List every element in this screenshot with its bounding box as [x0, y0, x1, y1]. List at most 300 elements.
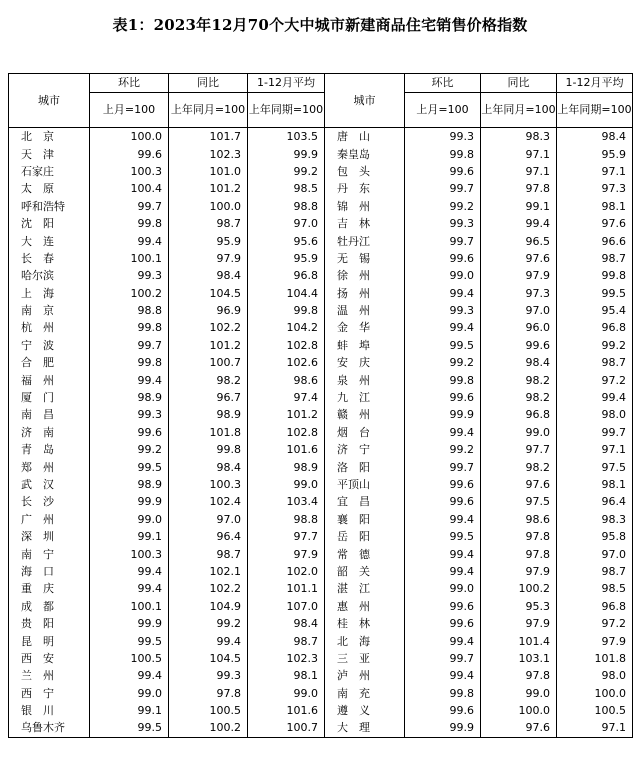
- mom-value-cell: 99.6: [405, 163, 481, 180]
- header-yoy-left: 同比: [169, 74, 248, 93]
- yoy-value-cell: 100.2: [481, 580, 557, 597]
- yoy-value-cell: 100.5: [169, 702, 248, 719]
- table-row: [9, 580, 633, 597]
- city-name-cell: 广 州: [9, 511, 90, 528]
- yoy-value-cell: 97.8: [481, 545, 557, 562]
- avg-value-cell: 99.8: [248, 302, 325, 319]
- city-name-cell: 泉 州: [325, 371, 405, 388]
- table-row: [9, 198, 633, 215]
- table-row: [9, 632, 633, 649]
- yoy-value-cell: 98.7: [169, 545, 248, 562]
- yoy-value-cell: 102.2: [169, 580, 248, 597]
- city-name-cell: 丹 东: [325, 180, 405, 197]
- yoy-value-cell: 99.4: [169, 632, 248, 649]
- header-mom-base-right: 上月=100: [405, 93, 481, 128]
- header-mom-right: 环比: [405, 74, 481, 93]
- mom-value-cell: 99.5: [90, 632, 169, 649]
- mom-value-cell: 99.3: [405, 215, 481, 232]
- mom-value-cell: 99.5: [405, 337, 481, 354]
- yoy-value-cell: 104.9: [169, 598, 248, 615]
- avg-value-cell: 101.8: [557, 650, 633, 667]
- table-row: [9, 180, 633, 197]
- avg-value-cell: 97.1: [557, 719, 633, 737]
- avg-value-cell: 98.8: [248, 198, 325, 215]
- city-name-cell: 郑 州: [9, 458, 90, 475]
- avg-value-cell: 104.2: [248, 319, 325, 336]
- city-name-cell: 扬 州: [325, 285, 405, 302]
- mom-value-cell: 99.8: [90, 215, 169, 232]
- avg-value-cell: 98.9: [248, 458, 325, 475]
- yoy-value-cell: 98.6: [481, 511, 557, 528]
- mom-value-cell: 99.7: [90, 198, 169, 215]
- yoy-value-cell: 96.5: [481, 232, 557, 249]
- city-name-cell: 济 南: [9, 424, 90, 441]
- mom-value-cell: 99.4: [405, 632, 481, 649]
- mom-value-cell: 99.5: [405, 528, 481, 545]
- table-row: [9, 250, 633, 267]
- avg-value-cell: 103.5: [248, 128, 325, 146]
- table-row: [9, 615, 633, 632]
- yoy-value-cell: 96.7: [169, 389, 248, 406]
- table-row: [9, 650, 633, 667]
- mom-value-cell: 99.4: [405, 667, 481, 684]
- city-name-cell: 天 津: [9, 145, 90, 162]
- yoy-value-cell: 101.2: [169, 180, 248, 197]
- header-avg-base-left: 上年同期=100: [248, 93, 325, 128]
- yoy-value-cell: 99.0: [481, 685, 557, 702]
- table-row: [9, 458, 633, 475]
- mom-value-cell: 99.8: [405, 145, 481, 162]
- mom-value-cell: 100.4: [90, 180, 169, 197]
- table-row: [9, 511, 633, 528]
- city-name-cell: 杭 州: [9, 319, 90, 336]
- city-name-cell: 岳 阳: [325, 528, 405, 545]
- yoy-value-cell: 98.3: [481, 128, 557, 146]
- yoy-value-cell: 96.0: [481, 319, 557, 336]
- mom-value-cell: 99.4: [90, 667, 169, 684]
- avg-value-cell: 97.2: [557, 615, 633, 632]
- city-name-cell: 乌鲁木齐: [9, 719, 90, 737]
- yoy-value-cell: 96.9: [169, 302, 248, 319]
- avg-value-cell: 98.7: [557, 250, 633, 267]
- avg-value-cell: 100.5: [557, 702, 633, 719]
- avg-value-cell: 96.8: [557, 598, 633, 615]
- avg-value-cell: 98.4: [248, 615, 325, 632]
- mom-value-cell: 99.9: [405, 719, 481, 737]
- avg-value-cell: 102.0: [248, 563, 325, 580]
- table-row: [9, 285, 633, 302]
- yoy-value-cell: 98.7: [169, 215, 248, 232]
- mom-value-cell: 99.1: [90, 702, 169, 719]
- table-row: [9, 302, 633, 319]
- table-row: [9, 702, 633, 719]
- table-row: [9, 545, 633, 562]
- city-name-cell: 南 昌: [9, 406, 90, 423]
- city-name-cell: 吉 林: [325, 215, 405, 232]
- city-name-cell: 贵 阳: [9, 615, 90, 632]
- mom-value-cell: 99.2: [405, 441, 481, 458]
- avg-value-cell: 107.0: [248, 598, 325, 615]
- avg-value-cell: 97.4: [248, 389, 325, 406]
- mom-value-cell: 99.4: [405, 545, 481, 562]
- yoy-value-cell: 97.6: [481, 250, 557, 267]
- avg-value-cell: 98.6: [248, 371, 325, 388]
- mom-value-cell: 99.2: [405, 198, 481, 215]
- yoy-value-cell: 97.0: [169, 511, 248, 528]
- yoy-value-cell: 97.9: [481, 267, 557, 284]
- yoy-value-cell: 98.2: [169, 371, 248, 388]
- avg-value-cell: 98.7: [248, 632, 325, 649]
- table-row: [9, 598, 633, 615]
- mom-value-cell: 99.8: [405, 685, 481, 702]
- city-name-cell: 厦 门: [9, 389, 90, 406]
- avg-value-cell: 98.1: [557, 198, 633, 215]
- city-name-cell: 济 宁: [325, 441, 405, 458]
- yoy-value-cell: 101.7: [169, 128, 248, 146]
- mom-value-cell: 99.4: [405, 424, 481, 441]
- yoy-value-cell: 97.9: [481, 563, 557, 580]
- mom-value-cell: 99.2: [90, 441, 169, 458]
- avg-value-cell: 99.8: [557, 267, 633, 284]
- yoy-value-cell: 98.4: [169, 267, 248, 284]
- city-name-cell: 西 宁: [9, 685, 90, 702]
- city-name-cell: 牡丹江: [325, 232, 405, 249]
- yoy-value-cell: 100.3: [169, 476, 248, 493]
- city-name-cell: 赣 州: [325, 406, 405, 423]
- yoy-value-cell: 102.1: [169, 563, 248, 580]
- yoy-value-cell: 97.1: [481, 145, 557, 162]
- yoy-value-cell: 97.3: [481, 285, 557, 302]
- city-name-cell: 上 海: [9, 285, 90, 302]
- header-city-left: 城市: [9, 74, 90, 128]
- avg-value-cell: 98.8: [248, 511, 325, 528]
- mom-value-cell: 99.6: [405, 493, 481, 510]
- city-name-cell: 海 口: [9, 563, 90, 580]
- table-row: [9, 389, 633, 406]
- city-name-cell: 徐 州: [325, 267, 405, 284]
- yoy-value-cell: 103.1: [481, 650, 557, 667]
- avg-value-cell: 95.4: [557, 302, 633, 319]
- city-name-cell: 西 安: [9, 650, 90, 667]
- mom-value-cell: 98.8: [90, 302, 169, 319]
- city-name-cell: 太 原: [9, 180, 90, 197]
- mom-value-cell: 99.7: [405, 232, 481, 249]
- avg-value-cell: 97.1: [557, 441, 633, 458]
- mom-value-cell: 99.3: [405, 302, 481, 319]
- avg-value-cell: 97.9: [248, 545, 325, 562]
- header-mom-left: 环比: [90, 74, 169, 93]
- city-name-cell: 长 沙: [9, 493, 90, 510]
- table-row: [9, 128, 633, 146]
- table-header: [9, 74, 633, 128]
- yoy-value-cell: 102.3: [169, 145, 248, 162]
- city-name-cell: 银 川: [9, 702, 90, 719]
- city-name-cell: 呼和浩特: [9, 198, 90, 215]
- avg-value-cell: 97.1: [557, 163, 633, 180]
- mom-value-cell: 98.9: [90, 476, 169, 493]
- yoy-value-cell: 97.8: [481, 667, 557, 684]
- city-name-cell: 青 岛: [9, 441, 90, 458]
- mom-value-cell: 99.8: [90, 354, 169, 371]
- yoy-value-cell: 104.5: [169, 650, 248, 667]
- city-name-cell: 成 都: [9, 598, 90, 615]
- avg-value-cell: 98.5: [248, 180, 325, 197]
- yoy-value-cell: 101.2: [169, 337, 248, 354]
- avg-value-cell: 102.6: [248, 354, 325, 371]
- avg-value-cell: 98.0: [557, 667, 633, 684]
- table-row: [9, 685, 633, 702]
- avg-value-cell: 98.3: [557, 511, 633, 528]
- city-name-cell: 北 海: [325, 632, 405, 649]
- yoy-value-cell: 97.9: [169, 250, 248, 267]
- avg-value-cell: 102.3: [248, 650, 325, 667]
- avg-value-cell: 97.2: [557, 371, 633, 388]
- table-row: [9, 354, 633, 371]
- avg-value-cell: 99.2: [557, 337, 633, 354]
- avg-value-cell: 97.0: [248, 215, 325, 232]
- yoy-value-cell: 99.1: [481, 198, 557, 215]
- header-yoy-base-left: 上年同月=100: [169, 93, 248, 128]
- mom-value-cell: 99.7: [405, 180, 481, 197]
- avg-value-cell: 98.5: [557, 580, 633, 597]
- avg-value-cell: 102.8: [248, 337, 325, 354]
- avg-value-cell: 97.0: [557, 545, 633, 562]
- city-name-cell: 泸 州: [325, 667, 405, 684]
- city-name-cell: 大 连: [9, 232, 90, 249]
- table-row: [9, 563, 633, 580]
- city-name-cell: 常 德: [325, 545, 405, 562]
- city-name-cell: 平顶山: [325, 476, 405, 493]
- city-name-cell: 襄 阳: [325, 511, 405, 528]
- yoy-value-cell: 100.7: [169, 354, 248, 371]
- avg-value-cell: 99.0: [248, 476, 325, 493]
- city-name-cell: 宁 波: [9, 337, 90, 354]
- city-name-cell: 南 京: [9, 302, 90, 319]
- mom-value-cell: 99.4: [405, 319, 481, 336]
- mom-value-cell: 99.6: [405, 476, 481, 493]
- city-name-cell: 福 州: [9, 371, 90, 388]
- mom-value-cell: 99.6: [90, 145, 169, 162]
- avg-value-cell: 95.9: [248, 250, 325, 267]
- table-row: [9, 719, 633, 737]
- yoy-value-cell: 97.8: [481, 528, 557, 545]
- table-row: [9, 337, 633, 354]
- header-avg-left: 1-12月平均: [248, 74, 325, 93]
- avg-value-cell: 95.6: [248, 232, 325, 249]
- yoy-value-cell: 97.5: [481, 493, 557, 510]
- yoy-value-cell: 97.1: [481, 163, 557, 180]
- avg-value-cell: 99.4: [557, 389, 633, 406]
- mom-value-cell: 99.7: [405, 650, 481, 667]
- mom-value-cell: 99.8: [405, 371, 481, 388]
- avg-value-cell: 101.2: [248, 406, 325, 423]
- mom-value-cell: 99.0: [90, 685, 169, 702]
- avg-value-cell: 100.7: [248, 719, 325, 737]
- city-name-cell: 九 江: [325, 389, 405, 406]
- city-name-cell: 合 肥: [9, 354, 90, 371]
- yoy-value-cell: 99.2: [169, 615, 248, 632]
- city-name-cell: 无 锡: [325, 250, 405, 267]
- avg-value-cell: 97.5: [557, 458, 633, 475]
- mom-value-cell: 99.4: [90, 232, 169, 249]
- city-name-cell: 长 春: [9, 250, 90, 267]
- avg-value-cell: 97.7: [248, 528, 325, 545]
- yoy-value-cell: 100.0: [169, 198, 248, 215]
- mom-value-cell: 99.9: [405, 406, 481, 423]
- header-avg-right: 1-12月平均: [557, 74, 633, 93]
- header-yoy-right: 同比: [481, 74, 557, 93]
- yoy-value-cell: 97.8: [169, 685, 248, 702]
- mom-value-cell: 100.3: [90, 163, 169, 180]
- mom-value-cell: 99.0: [405, 580, 481, 597]
- city-name-cell: 蚌 埠: [325, 337, 405, 354]
- yoy-value-cell: 98.9: [169, 406, 248, 423]
- avg-value-cell: 103.4: [248, 493, 325, 510]
- city-name-cell: 深 圳: [9, 528, 90, 545]
- table-row: [9, 406, 633, 423]
- mom-value-cell: 100.1: [90, 250, 169, 267]
- city-name-cell: 石家庄: [9, 163, 90, 180]
- city-name-cell: 三 亚: [325, 650, 405, 667]
- mom-value-cell: 99.9: [90, 615, 169, 632]
- city-name-cell: 大 理: [325, 719, 405, 737]
- city-name-cell: 哈尔滨: [9, 267, 90, 284]
- city-name-cell: 湛 江: [325, 580, 405, 597]
- yoy-value-cell: 97.6: [481, 719, 557, 737]
- table-row: [9, 145, 633, 162]
- yoy-value-cell: 101.8: [169, 424, 248, 441]
- city-name-cell: 锦 州: [325, 198, 405, 215]
- yoy-value-cell: 95.3: [481, 598, 557, 615]
- yoy-value-cell: 95.9: [169, 232, 248, 249]
- avg-value-cell: 97.6: [557, 215, 633, 232]
- mom-value-cell: 99.1: [90, 528, 169, 545]
- avg-value-cell: 96.4: [557, 493, 633, 510]
- yoy-value-cell: 96.4: [169, 528, 248, 545]
- yoy-value-cell: 98.4: [169, 458, 248, 475]
- yoy-value-cell: 97.8: [481, 180, 557, 197]
- yoy-value-cell: 98.2: [481, 389, 557, 406]
- header-yoy-base-right: 上年同月=100: [481, 93, 557, 128]
- table-title: 表1：2023年12月70个大中城市新建商品住宅销售价格指数: [112, 16, 528, 34]
- city-name-cell: 重 庆: [9, 580, 90, 597]
- yoy-value-cell: 100.2: [169, 719, 248, 737]
- table-row: [9, 441, 633, 458]
- city-name-cell: 韶 关: [325, 563, 405, 580]
- mom-value-cell: 99.3: [90, 406, 169, 423]
- avg-value-cell: 98.7: [557, 563, 633, 580]
- mom-value-cell: 99.0: [90, 511, 169, 528]
- table-row: [9, 493, 633, 510]
- city-name-cell: 金 华: [325, 319, 405, 336]
- city-name-cell: 烟 台: [325, 424, 405, 441]
- city-name-cell: 遵 义: [325, 702, 405, 719]
- city-name-cell: 沈 阳: [9, 215, 90, 232]
- mom-value-cell: 99.7: [405, 458, 481, 475]
- city-name-cell: 宜 昌: [325, 493, 405, 510]
- table-row: [9, 667, 633, 684]
- avg-value-cell: 98.4: [557, 128, 633, 146]
- yoy-value-cell: 102.2: [169, 319, 248, 336]
- city-name-cell: 安 庆: [325, 354, 405, 371]
- yoy-value-cell: 97.0: [481, 302, 557, 319]
- mom-value-cell: 100.1: [90, 598, 169, 615]
- mom-value-cell: 99.4: [405, 285, 481, 302]
- yoy-value-cell: 99.6: [481, 337, 557, 354]
- city-name-cell: 兰 州: [9, 667, 90, 684]
- yoy-value-cell: 101.4: [481, 632, 557, 649]
- city-name-cell: 洛 阳: [325, 458, 405, 475]
- table-row: [9, 424, 633, 441]
- avg-value-cell: 97.3: [557, 180, 633, 197]
- city-name-cell: 温 州: [325, 302, 405, 319]
- table-row: [9, 267, 633, 284]
- city-name-cell: 秦皇岛: [325, 145, 405, 162]
- header-avg-base-right: 上年同期=100: [557, 93, 633, 128]
- avg-value-cell: 99.0: [248, 685, 325, 702]
- yoy-value-cell: 99.3: [169, 667, 248, 684]
- avg-value-cell: 98.7: [557, 354, 633, 371]
- city-name-cell: 惠 州: [325, 598, 405, 615]
- mom-value-cell: 99.6: [405, 389, 481, 406]
- mom-value-cell: 99.3: [405, 128, 481, 146]
- mom-value-cell: 99.0: [405, 267, 481, 284]
- mom-value-cell: 99.5: [90, 719, 169, 737]
- avg-value-cell: 98.0: [557, 406, 633, 423]
- avg-value-cell: 96.8: [248, 267, 325, 284]
- yoy-value-cell: 99.4: [481, 215, 557, 232]
- avg-value-cell: 99.5: [557, 285, 633, 302]
- price-index-table: [8, 73, 633, 738]
- mom-value-cell: 99.4: [405, 563, 481, 580]
- mom-value-cell: 99.5: [90, 458, 169, 475]
- avg-value-cell: 101.1: [248, 580, 325, 597]
- mom-value-cell: 99.6: [405, 615, 481, 632]
- mom-value-cell: 99.6: [405, 702, 481, 719]
- mom-value-cell: 99.6: [405, 598, 481, 615]
- mom-value-cell: 99.8: [90, 319, 169, 336]
- mom-value-cell: 99.4: [405, 511, 481, 528]
- avg-value-cell: 98.1: [248, 667, 325, 684]
- yoy-value-cell: 99.0: [481, 424, 557, 441]
- avg-value-cell: 99.9: [248, 145, 325, 162]
- city-name-cell: 南 宁: [9, 545, 90, 562]
- yoy-value-cell: 98.4: [481, 354, 557, 371]
- yoy-value-cell: 104.5: [169, 285, 248, 302]
- city-name-cell: 南 充: [325, 685, 405, 702]
- table-row: [9, 319, 633, 336]
- yoy-value-cell: 102.4: [169, 493, 248, 510]
- mom-value-cell: 99.4: [90, 563, 169, 580]
- avg-value-cell: 99.2: [248, 163, 325, 180]
- header-city-right: 城市: [325, 74, 405, 128]
- table-row: [9, 232, 633, 249]
- table-row: [9, 215, 633, 232]
- mom-value-cell: 99.4: [90, 580, 169, 597]
- yoy-value-cell: 98.2: [481, 371, 557, 388]
- yoy-value-cell: 96.8: [481, 406, 557, 423]
- avg-value-cell: 96.6: [557, 232, 633, 249]
- mom-value-cell: 100.5: [90, 650, 169, 667]
- avg-value-cell: 99.7: [557, 424, 633, 441]
- mom-value-cell: 100.0: [90, 128, 169, 146]
- table-row: [9, 371, 633, 388]
- table-row: [9, 163, 633, 180]
- mom-value-cell: 99.2: [405, 354, 481, 371]
- yoy-value-cell: 101.0: [169, 163, 248, 180]
- mom-value-cell: 99.6: [405, 250, 481, 267]
- avg-value-cell: 101.6: [248, 702, 325, 719]
